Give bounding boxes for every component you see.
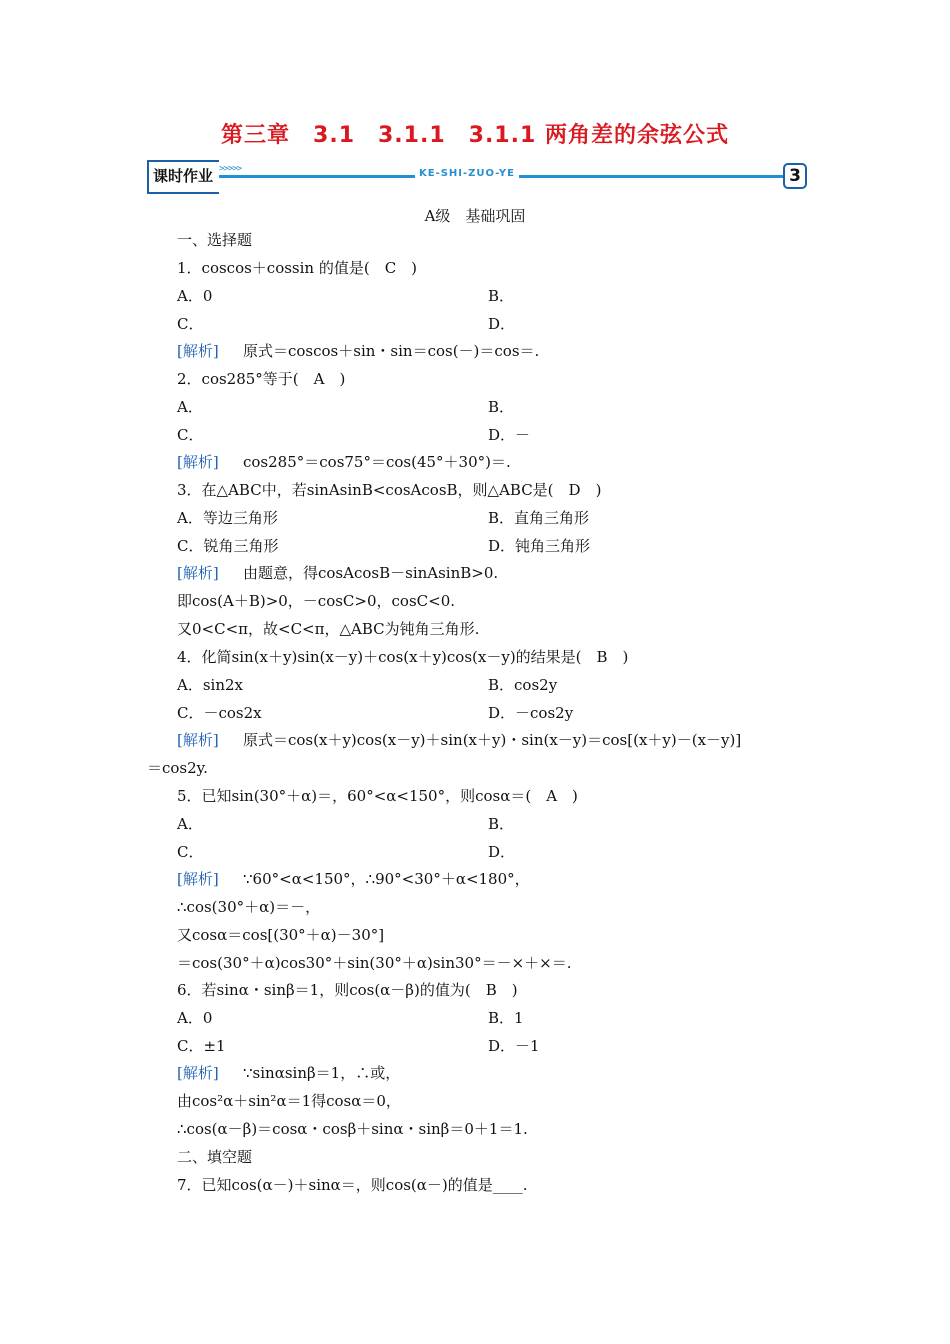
- text-line: ＝cos2y.: [147, 759, 208, 777]
- text-line: 1．coscos＋cossin 的值是( C ): [177, 259, 418, 277]
- page-title: 第三章 3.1 3.1.1 3.1.1 两角差的余弦公式: [221, 123, 729, 148]
- text-line: B．: [488, 398, 515, 416]
- text-line: ＝cos(30°＋α)cos30°＋sin(30°＋α)sin30°＝－×＋×＝.: [177, 954, 572, 972]
- text-line: B．cos2y: [488, 676, 558, 694]
- text-line: 6．若sinα・sinβ＝1，则cos(α－β)的值为( B ): [177, 981, 518, 999]
- text-line: A．: [177, 398, 203, 416]
- text-line: 二、填空题: [177, 1148, 253, 1166]
- text-line: 由题意，得cosAcosB－sinAsinB>0.: [243, 564, 499, 582]
- text-line: ∴cos(30°＋α)＝－，: [177, 898, 321, 916]
- text-line: B．1: [488, 1009, 524, 1027]
- banner-tag: 课时作业: [147, 160, 219, 194]
- text-line: cos285°＝cos75°＝cos(45°＋30°)＝.: [243, 453, 511, 471]
- text-line: A．0: [177, 287, 213, 305]
- banner-number: 3: [783, 163, 807, 189]
- text-line: D．－: [488, 426, 531, 444]
- text-line: B．直角三角形: [488, 509, 590, 527]
- homework-banner: [147, 158, 807, 194]
- text-line: A．等边三角形: [177, 509, 278, 527]
- analysis-label: [解析]: [177, 731, 219, 749]
- text-line: 又0<C<π，故<C<π，△ABC为钝角三角形.: [177, 620, 480, 638]
- analysis-label: [解析]: [177, 342, 219, 360]
- banner-pinyin: KE-SHI-ZUO-YE: [415, 168, 519, 179]
- text-line: 4．化简sin(x＋y)sin(x－y)＋cos(x＋y)cos(x－y)的结果是( B ): [177, 648, 629, 666]
- text-line: D．: [488, 315, 516, 333]
- analysis-label: [解析]: [177, 453, 219, 471]
- text-line: A．0: [177, 1009, 213, 1027]
- text-line: D．－1: [488, 1037, 540, 1055]
- text-line: 7．已知cos(α－)＋sinα＝，则cos(α－)的值是____.: [177, 1176, 528, 1194]
- text-line: ∵sinαsinβ＝1，∴或，: [243, 1064, 401, 1082]
- text-line: 2．cos285°等于( A ): [177, 370, 346, 388]
- text-line: C．－cos2x: [177, 704, 262, 722]
- text-line: C．: [177, 426, 204, 444]
- text-line: B．: [488, 287, 515, 305]
- text-line: D．－cos2y: [488, 704, 574, 722]
- text-line: D．钝角三角形: [488, 537, 591, 555]
- text-line: 3．在△ABC中，若sinAsinB<cosAcosB，则△ABC是( D ): [177, 481, 602, 499]
- text-line: C．: [177, 315, 204, 333]
- text-line: C．锐角三角形: [177, 537, 279, 555]
- text-line: A．: [177, 815, 203, 833]
- text-line: 一、选择题: [177, 231, 253, 249]
- analysis-label: [解析]: [177, 870, 219, 888]
- analysis-label: [解析]: [177, 1064, 219, 1082]
- text-line: C．±1: [177, 1037, 226, 1055]
- level-heading: A级 基础巩固: [424, 207, 526, 225]
- text-line: 原式＝coscos＋sin・sin＝cos(－)＝cos＝.: [243, 342, 540, 360]
- text-line: C．: [177, 843, 204, 861]
- text-line: 即cos(A＋B)>0，－cosC>0，cosC<0.: [177, 592, 456, 610]
- text-line: 又cosα＝cos[(30°＋α)－30°]: [177, 926, 385, 944]
- banner-arrows: >>>>>: [219, 164, 242, 174]
- text-line: A．sin2x: [177, 676, 243, 694]
- text-line: 5．已知sin(30°＋α)＝，60°<α<150°，则cosα＝( A ): [177, 787, 578, 805]
- text-line: 原式＝cos(x＋y)cos(x－y)＋sin(x＋y)・sin(x－y)＝cos[(x＋y)－(x－y)]: [243, 731, 742, 749]
- text-line: 由cos²α＋sin²α＝1得cosα＝0，: [177, 1092, 401, 1110]
- text-line: D．: [488, 843, 516, 861]
- analysis-label: [解析]: [177, 564, 219, 582]
- text-line: ∴cos(α－β)＝cosα・cosβ＋sinα・sinβ＝0＋1＝1.: [177, 1120, 528, 1138]
- text-line: B．: [488, 815, 515, 833]
- text-line: ∵60°<α<150°，∴90°<30°＋α<180°，: [243, 870, 530, 888]
